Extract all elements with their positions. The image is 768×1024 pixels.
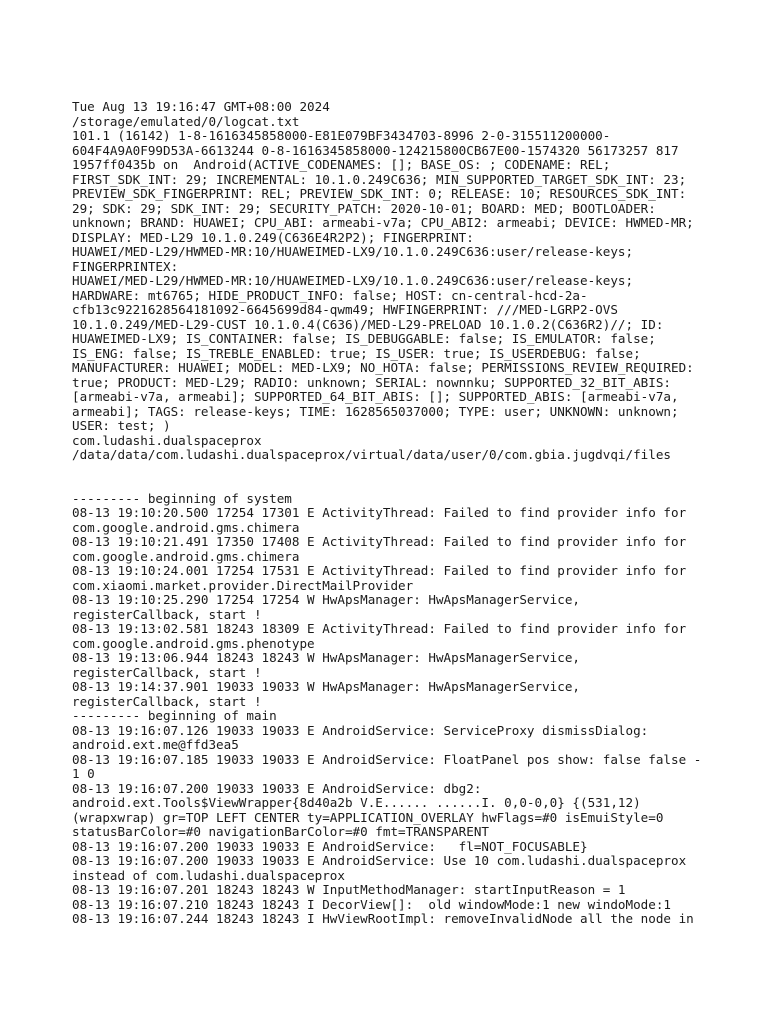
log-line: HUAWEI/MED-L29/HWMED-MR:10/HUAWEIMED-LX9/10.1.0.249C636:user/release-keys;: [72, 273, 634, 288]
log-line: 08-13 19:10:24.001 17254 17531 E ActivityThread: Failed to find provider info for: [72, 563, 687, 578]
log-line: /storage/emulated/0/logcat.txt: [72, 113, 300, 129]
log-line: /data/data/com.ludashi.dualspaceprox/virtual/data/user/0/com.gbia.jugdvqi/files: [72, 447, 671, 462]
log-line: 08-13 19:10:25.290 17254 17254 W HwApsManager: HwApsManagerService,: [72, 592, 580, 607]
log-line: 1957ff0435b on Android(ACTIVE_CODENAMES: []; BASE_OS: ; CODENAME: REL;: [72, 157, 611, 172]
log-line: 08-13 19:16:07.126 19033 19033 E AndroidService: ServiceProxy dismissDialog:: [72, 722, 649, 738]
log-line: 08-13 19:16:07.210 18243 18243 I DecorView[]: old windowMode:1 new windoMode:1: [72, 896, 671, 912]
log-line: com.google.android.gms.chimera: [72, 548, 300, 564]
log-line: unknown; BRAND: HUAWEI; CPU_ABI: armeabi-v7a; CPU_ABI2: armeabi; DEVICE: HWMED-MR;: [72, 215, 694, 230]
log-line: DISPLAY: MED-L29 10.1.0.249(C636E4R2P2); FINGERPRINT:: [72, 229, 474, 245]
log-line: 08-13 19:16:07.200 19033 19033 E AndroidService: dbg2:: [72, 780, 482, 796]
log-line: cfb13c9221628564181092-6645699d84-qwm49; HWFINGERPRINT: ///MED-LGRP2-OVS: [72, 302, 618, 317]
log-line: com.ludashi.dualspaceprox: [72, 432, 262, 448]
log-line: 08-13 19:16:07.244 18243 18243 I HwViewRootImpl: removeInvalidNode all the node in: [72, 911, 694, 926]
log-line: FINGERPRINTEX:: [72, 258, 179, 274]
log-line: USER: test; ): [72, 418, 171, 433]
log-line: registerCallback, start !: [72, 664, 262, 680]
log-line: --------- beginning of system: [72, 490, 292, 506]
logcat-text: [72, 100, 712, 927]
log-line: 10.1.0.249/MED-L29-CUST 10.1.0.4(C636)/MED-L29-PRELOAD 10.1.0.2(C636R2)//; ID:: [72, 316, 664, 332]
log-line: [72, 463, 712, 478]
log-line: registerCallback, start !: [72, 693, 262, 709]
log-line: HARDWARE: mt6765; HIDE_PRODUCT_INFO: false; HOST: cn-central-hcd-2a-: [72, 287, 588, 303]
log-line: android.ext.Tools$ViewWrapper{8d40a2b V.E...... ......I. 0,0-0,0} {(531,12): [72, 795, 641, 810]
log-line: 604F4A9A0F99D53A-6613244 0-8-1616345858000-124215800CB67E00-1574320 56173257 817: [72, 142, 679, 158]
log-line: 1 0: [72, 766, 95, 781]
log-line: armeabi]; TAGS: release-keys; TIME: 1628565037000; TYPE: user; UNKNOWN: unknown;: [72, 403, 679, 419]
log-line: android.ext.me@ffd3ea5: [72, 737, 239, 752]
log-line: 08-13 19:16:07.185 19033 19033 E AndroidService: FloatPanel pos show: false false -: [72, 751, 702, 767]
log-line: 08-13 19:13:06.944 18243 18243 W HwApsManager: HwApsManagerService,: [72, 650, 580, 665]
log-line: 08-13 19:14:37.901 19033 19033 W HwApsManager: HwApsManagerService,: [72, 679, 580, 694]
log-line: com.google.android.gms.phenotype: [72, 635, 315, 651]
log-line: 08-13 19:16:07.201 18243 18243 W InputMethodManager: startInputReason = 1: [72, 882, 626, 897]
log-line: MANUFACTURER: HUAWEI; MODEL: MED-LX9; NO_HOTA: false; PERMISSIONS_REVIEW_REQUIRED:: [72, 360, 694, 375]
log-line: 08-13 19:13:02.581 18243 18309 E ActivityThread: Failed to find provider info for: [72, 621, 687, 636]
log-line: Tue Aug 13 19:16:47 GMT+08:00 2024: [72, 99, 330, 114]
log-line: FIRST_SDK_INT: 29; INCREMENTAL: 10.1.0.249C636; MIN_SUPPORTED_TARGET_SDK_INT: 23;: [72, 171, 687, 187]
log-line: 101.1 (16142) 1-8-1616345858000-E81E079BF3434703-8996 2-0-315511200000-: [72, 128, 611, 143]
log-line: com.xiaomi.market.provider.DirectMailProvider: [72, 577, 414, 593]
log-line: 08-13 19:10:21.491 17350 17408 E ActivityThread: Failed to find provider info for: [72, 534, 687, 549]
log-line: statusBarColor=#0 navigationBarColor=#0 fmt=TRANSPARENT: [72, 824, 490, 839]
log-line: IS_ENG: false; IS_TREBLE_ENABLED: true; IS_USER: true; IS_USERDEBUG: false;: [72, 345, 641, 361]
log-line: true; PRODUCT: MED-L29; RADIO: unknown; SERIAL: nownnku; SUPPORTED_32_BIT_ABIS:: [72, 374, 671, 390]
log-line: [armeabi-v7a, armeabi]; SUPPORTED_64_BIT_ABIS: []; SUPPORTED_ABIS: [armeabi-v7a,: [72, 389, 679, 404]
log-line: 08-13 19:16:07.200 19033 19033 E AndroidService: Use 10 com.ludashi.dualspaceprox: [72, 853, 687, 868]
log-line: com.google.android.gms.chimera: [72, 519, 300, 535]
log-line: 08-13 19:10:20.500 17254 17301 E ActivityThread: Failed to find provider info for: [72, 505, 687, 520]
log-line: PREVIEW_SDK_FINGERPRINT: REL; PREVIEW_SDK_INT: 0; RELEASE: 10; RESOURCES_SDK_INT:: [72, 186, 687, 201]
log-line: 29; SDK: 29; SDK_INT: 29; SECURITY_PATCH: 2020-10-01; BOARD: MED; BOOTLOADER:: [72, 200, 656, 216]
log-line: HUAWEIMED-LX9; IS_CONTAINER: false; IS_DEBUGGABLE: false; IS_EMULATOR: false;: [72, 331, 656, 346]
log-line: registerCallback, start !: [72, 606, 262, 622]
log-line: 08-13 19:16:07.200 19033 19033 E AndroidService: fl=NOT_FOCUSABLE}: [72, 838, 588, 854]
log-line: (wrapxwrap) gr=TOP LEFT CENTER ty=APPLICATION_OVERLAY hwFlags=#0 isEmuiStyle=0: [72, 809, 664, 825]
log-line: --------- beginning of main: [72, 708, 277, 723]
log-line: instead of com.ludashi.dualspaceprox: [72, 867, 345, 883]
log-line: HUAWEI/MED-L29/HWMED-MR:10/HUAWEIMED-LX9/10.1.0.249C636:user/release-keys;: [72, 244, 634, 259]
log-line: [72, 477, 712, 492]
